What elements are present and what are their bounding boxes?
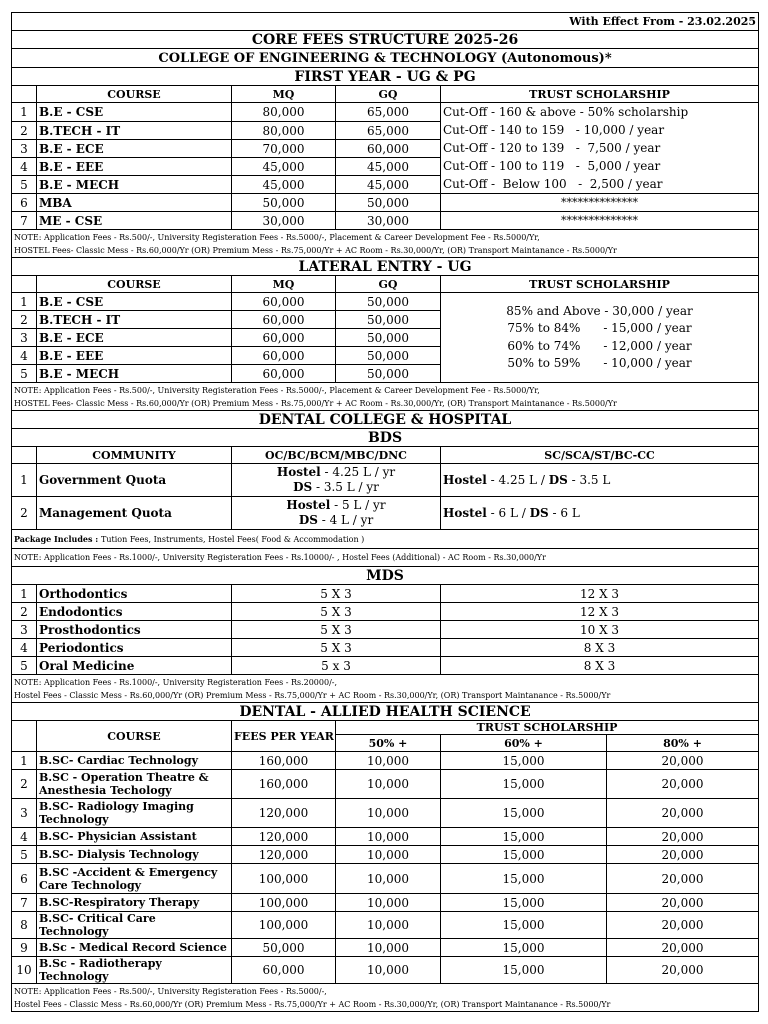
allied-title-row bbox=[12, 703, 759, 721]
table-row: 1 B.E - CSE 80,000 65,000 Cut-Off - 160 & above - 50% scholarship Cut-Off - 140 to 159 - 10,000 / year Cut-Off - 120 to 139 - 7,500 / year Cut-Off - 100 to 119 - 5,000 / year Cut-Off - Below 100 - 2,500 / year bbox=[12, 103, 759, 122]
table-row: 4 Periodontics 5 X 3 8 X 3 bbox=[12, 639, 759, 657]
dental-note: NOTE: Application Fees - Rs.1000/-, University Registeration Fees - Rs.10000/- , Hostel Fees (Additional) - AC Room - Rs.30,000/Yr bbox=[12, 549, 759, 567]
table-row: 1 Orthodontics 5 X 3 12 X 3 bbox=[12, 585, 759, 603]
lateral-title: LATERAL ENTRY - UG bbox=[12, 258, 759, 276]
fees-table bbox=[11, 12, 759, 1012]
lateral-note: NOTE: Application Fees - Rs.500/-, University Registeration Fees - Rs.5000/-, Placement & Career Development Fee - Rs.5000/Yr, HOSTEL Fees- Classic Mess - Rs.60,000/Yr (OR) Premium Mess - Rs.75,000/Yr + AC Room - Rs.30,000/Yr, (OR) Transport Maintanance - Rs.5000/Yr bbox=[12, 383, 759, 411]
fees-document bbox=[11, 12, 758, 1012]
table-row: 2 B.TECH - IT 60,000 50,000 bbox=[12, 311, 759, 329]
mba-scholarship: ************** bbox=[441, 194, 759, 212]
package-row bbox=[12, 530, 759, 549]
bds-title: BDS bbox=[12, 429, 759, 447]
table-row: 3 B.E - ECE 60,000 50,000 bbox=[12, 329, 759, 347]
allied-title: DENTAL - ALLIED HEALTH SCIENCE bbox=[12, 703, 759, 721]
table-row: 5 B.E - MECH 45,000 45,000 bbox=[12, 176, 759, 194]
lateral-scholarship: 85% and Above - 30,000 / year 75% to 84% - 15,000 / year 60% to 74% - 12,000 / year 50% to 59% - 10,000 / year bbox=[441, 293, 759, 383]
first-year-note-row bbox=[12, 230, 759, 258]
table-row: 4 B.E - EEE 60,000 50,000 bbox=[12, 347, 759, 365]
table-row: 6 MBA 50,000 50,000 ************** bbox=[12, 194, 759, 212]
allied-note: NOTE: Application Fees - Rs.500/-, University Registeration Fees - Rs.5000/-, Hostel Fees - Classic Mess - Rs.60,000/Yr (OR) Premium Mess - Rs.75,000/Yr + AC Room - Rs.30,000/Yr, (OR) Transport Maintanance - Rs.5000/Yr bbox=[12, 984, 759, 1012]
first-year-scholarship: Cut-Off - 160 & above - 50% scholarship Cut-Off - 140 to 159 - 10,000 / year Cut-Off - 120 to 139 - 7,500 / year Cut-Off - 100 to 119 - 5,000 / year Cut-Off - Below 100 - 2,500 / year bbox=[441, 103, 759, 194]
table-row: 3 B.E - ECE 70,000 60,000 bbox=[12, 140, 759, 158]
mds-note-row bbox=[12, 675, 759, 703]
table-row: 5 B.SC- Dialysis Technology 120,000 10,000 15,000 20,000 bbox=[12, 846, 759, 864]
table-row: 10 B.Sc - Radiotherapy Technology 60,000 10,000 15,000 20,000 bbox=[12, 957, 759, 984]
table-row: 2 B.SC - Operation Theatre & Anesthesia Techology 160,000 10,000 15,000 20,000 bbox=[12, 770, 759, 799]
me-scholarship: ************** bbox=[441, 212, 759, 230]
first-year-title-row bbox=[12, 68, 759, 86]
table-row: 4 B.E - EEE 45,000 45,000 bbox=[12, 158, 759, 176]
header-trust: TRUST SCHOLARSHIP bbox=[441, 86, 759, 103]
college-title: COLLEGE OF ENGINEERING & TECHNOLOGY (Autonomous)* bbox=[12, 49, 759, 68]
first-year-note: NOTE: Application Fees - Rs.500/-, University Registeration Fees - Rs.5000/-, Placement & Career Development Fee - Rs.5000/Yr, HOSTEL Fees- Classic Mess - Rs.60,000/Yr (OR) Premium Mess - Rs.75,000/Yr + AC Room - Rs.30,000/Yr, (OR) Transport Maintanance - Rs.5000/Yr bbox=[12, 230, 759, 258]
lateral-title-row bbox=[12, 258, 759, 276]
header-mq: MQ bbox=[232, 86, 336, 103]
title-row bbox=[12, 31, 759, 49]
dental-note-row bbox=[12, 549, 759, 567]
table-row: 1 B.E - CSE 60,000 50,000 85% and Above - 30,000 / year 75% to 84% - 15,000 / year 60% to 74% - 12,000 / year 50% to 59% - 10,000 / year bbox=[12, 293, 759, 311]
dental-title-row bbox=[12, 411, 759, 429]
table-row: 7 ME - CSE 30,000 30,000 ************** bbox=[12, 212, 759, 230]
table-row: 2 Endodontics 5 X 3 12 X 3 bbox=[12, 603, 759, 621]
table-row: 8 B.SC- Critical Care Technology 100,000 10,000 15,000 20,000 bbox=[12, 912, 759, 939]
table-row: 1 B.SC- Cardiac Technology 160,000 10,000 15,000 20,000 bbox=[12, 752, 759, 770]
table-row: 5 Oral Medicine 5 x 3 8 X 3 bbox=[12, 657, 759, 675]
lateral-note-row bbox=[12, 383, 759, 411]
table-row: 3 B.SC- Radiology Imaging Technology 120,000 10,000 15,000 20,000 bbox=[12, 799, 759, 828]
table-row: 9 B.Sc - Medical Record Science 50,000 10,000 15,000 20,000 bbox=[12, 939, 759, 957]
table-row: 2 Management Quota Hostel - 5 L / yr DS - 4 L / yr Hostel - 6 L / DS - 6 L bbox=[12, 497, 759, 530]
table-row: 5 B.E - MECH 60,000 50,000 bbox=[12, 365, 759, 383]
bds-title-row bbox=[12, 429, 759, 447]
first-year-title: FIRST YEAR - UG & PG bbox=[12, 68, 759, 86]
table-row: 1 Government Quota Hostel - 4.25 L / yr DS - 3.5 L / yr Hostel - 4.25 L / DS - 3.5 L bbox=[12, 464, 759, 497]
table-row: 4 B.SC- Physician Assistant 120,000 10,000 15,000 20,000 bbox=[12, 828, 759, 846]
table-row: 7 B.SC-Respiratory Therapy 100,000 10,000 15,000 20,000 bbox=[12, 894, 759, 912]
table-row: 3 Prosthodontics 5 X 3 10 X 3 bbox=[12, 621, 759, 639]
effect-row bbox=[12, 13, 759, 31]
package-includes: Package Includes : Tution Fees, Instruments, Hostel Fees( Food & Accommodation ) bbox=[12, 530, 759, 549]
first-year-header bbox=[12, 86, 759, 103]
allied-note-row bbox=[12, 984, 759, 1012]
mds-title: MDS bbox=[12, 567, 759, 585]
effect-date: With Effect From - 23.02.2025 bbox=[12, 13, 759, 31]
header-gq: GQ bbox=[336, 86, 441, 103]
header-course: COURSE bbox=[37, 86, 232, 103]
allied-subheader: 50% + 60% + 80% + bbox=[12, 735, 759, 752]
table-row: 6 B.SC -Accident & Emergency Care Technology 100,000 10,000 15,000 20,000 bbox=[12, 864, 759, 894]
allied-header: COURSE FEES PER YEAR TRUST SCHOLARSHIP bbox=[12, 721, 759, 735]
document-title: CORE FEES STRUCTURE 2025-26 bbox=[12, 31, 759, 49]
college-row bbox=[12, 49, 759, 68]
mds-title-row bbox=[12, 567, 759, 585]
table-row: 2 B.TECH - IT 80,000 65,000 bbox=[12, 122, 759, 140]
mds-note: NOTE: Application Fees - Rs.1000/-, University Registeration Fees - Rs.20000/-, Hostel Fees - Classic Mess - Rs.60,000/Yr (OR) Premium Mess - Rs.75,000/Yr + AC Room - Rs.30,000/Yr, (OR) Transport Maintanance - Rs.5000/Yr bbox=[12, 675, 759, 703]
bds-header: COMMUNITY OC/BC/BCM/MBC/DNC SC/SCA/ST/BC-CC bbox=[12, 447, 759, 464]
lateral-header: COURSE MQ GQ TRUST SCHOLARSHIP bbox=[12, 276, 759, 293]
dental-title: DENTAL COLLEGE & HOSPITAL bbox=[12, 411, 759, 429]
